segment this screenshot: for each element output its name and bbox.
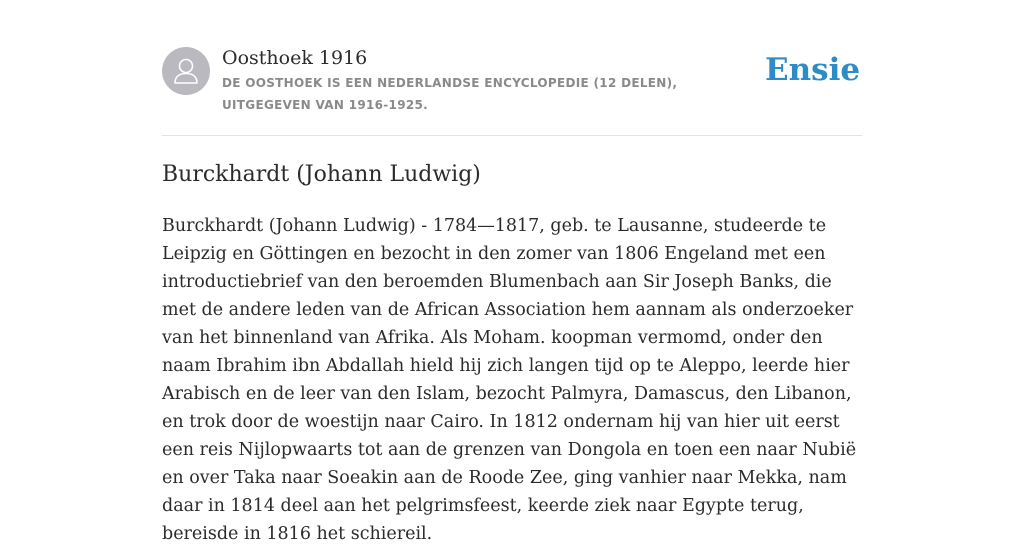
source-header [162, 46, 862, 126]
article-title: Burckhardt (Johann Ludwig) [162, 162, 481, 187]
user-outline-icon [162, 47, 210, 95]
article-body: Burckhardt (Johann Ludwig) - 1784—1817, geb. te Lausanne, studeerde te Leipzig en Göttingen en bezocht in den zomer van 1806 Engeland met een introductiebrief van den beroemden Blumenbach aan Sir Joseph Banks, die met de andere leden van de African Association hem aannam als onderzoeker van het binnenland van Afrika. Als Moham. koopman vermomd, onder den naam Ibrahim ibn Abdallah hield hij zich langen tijd op te Aleppo, leerde hier Arabisch en de leer van den Islam, bezocht Palmyra, Damascus, den Libanon, en trok door de woestijn naar Cairo. In 1812 ondernam hij van hier uit eerst een reis Nijlopwaarts tot aan de grenzen van Dongola en toen een naar Nubië en over Taka naar Soeakin aan de Roode Zee, ging vanhier naar Mekka, nam daar in 1814 deel aan het pelgrimsfeest, keerde ziek naar Egypte terug, bereisde in 1816 het schiereil. [162, 216, 857, 544]
header-divider [162, 135, 862, 136]
source-name[interactable]: Oosthoek 1916 [222, 47, 368, 69]
source-description: DE OOSTHOEK IS EEN NEDERLANDSE ENCYCLOPEDIE (12 DELEN), UITGEGEVEN VAN 1916-1925. [222, 76, 678, 112]
source-avatar[interactable] [162, 47, 210, 95]
ensie-logo[interactable]: Ensie [765, 52, 861, 88]
